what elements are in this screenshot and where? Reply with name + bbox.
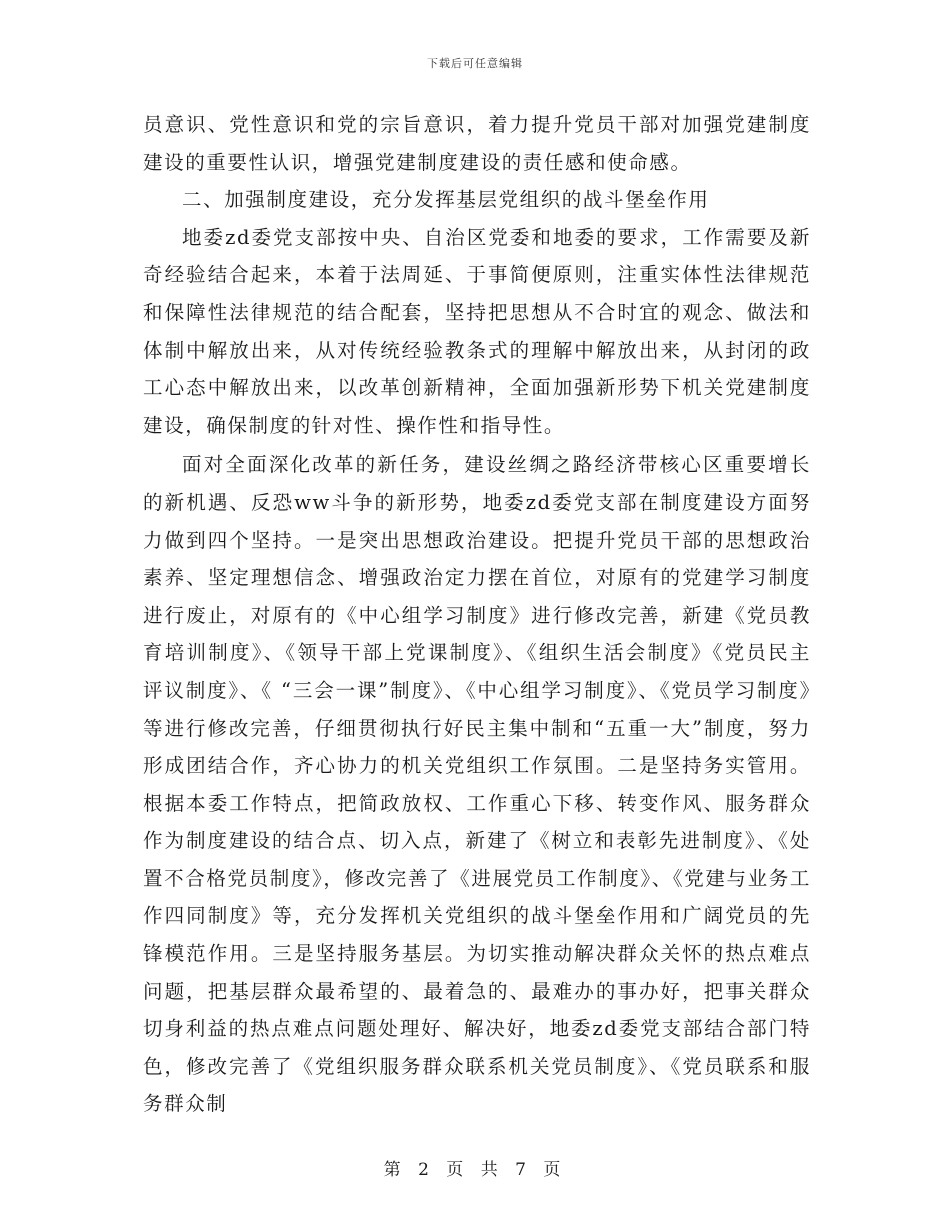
- page-header: 下载后可任意编辑: [427, 57, 523, 70]
- paragraph: 面对全面深化改革的新任务，建设丝绸之路经济带核心区重要增长的新机遇、反恐ww斗争的新形势，地委zd委党支部在制度建设方面努力做到四个坚持。一是突出思想政治建设。把提升党员干部的思想政治素养、坚定理想信念、增强政治定力摆在首位，对原有的党建学习制度进行废止，对原有的《中心组学习制度》进行修改完善，新建《党员教育培训制度》、《领导干部上党课制度》、《组织生活会制度》《党员民主评议制度》、《 “三会一课”制度》、《中心组学习制度》、《党员学习制度》等进行修改完善，仔细贯彻执行好民主集中制和“五重一大”制度，努力形成团结合作，齐心协力的机关党组织工作氛围。二是坚持务实管用。根据本委工作特点，把简政放权、工作重心下移、转变作风、服务群众作为制度建设的结合点、切入点，新建了《树立和表彰先进制度》、《处置不合格党员制度》，修改完善了《进展党员工作制度》、《党建与业务工作四同制度》等，充分发挥机关党组织的战斗堡垒作用和广阔党员的先锋模范作用。三是坚持服务基层。为切实推动解决群众关怀的热点难点问题，把基层群众最希望的、最着急的、最难办的事办好，把事关群众切身利益的热点难点问题处理好、解决好，地委zd委党支部结合部门特色，修改完善了《党组织服务群众联系机关党员制度》、《党员联系和服务群众制: [143, 453, 811, 1116]
- paragraph: 地委zd委党支部按中央、自治区党委和地委的要求，工作需要及新奇经验结合起来，本着于法周延、于事简便原则，注重实体性法律规范和保障性法律规范的结合配套，坚持把思想从不合时宜的观念、做法和体制中解放出来，从对传统经验教条式的理解中解放出来，从封闭的政工心态中解放出来，以改革创新精神，全面加强新形势下机关党建制度建设，确保制度的针对性、操作性和指导性。: [143, 225, 811, 437]
- document-body: [143, 106, 811, 1123]
- page-number: 第 2 页 共 7 页: [383, 1160, 567, 1180]
- paragraph-continuation: 员意识、党性意识和党的宗旨意识，着力提升党员干部对加强党建制度建设的重要性认识，增强党建制度建设的责任感和使命感。: [143, 113, 811, 174]
- section-heading: 二、加强制度建设，充分发挥基层党组织的战斗堡垒作用: [182, 188, 710, 212]
